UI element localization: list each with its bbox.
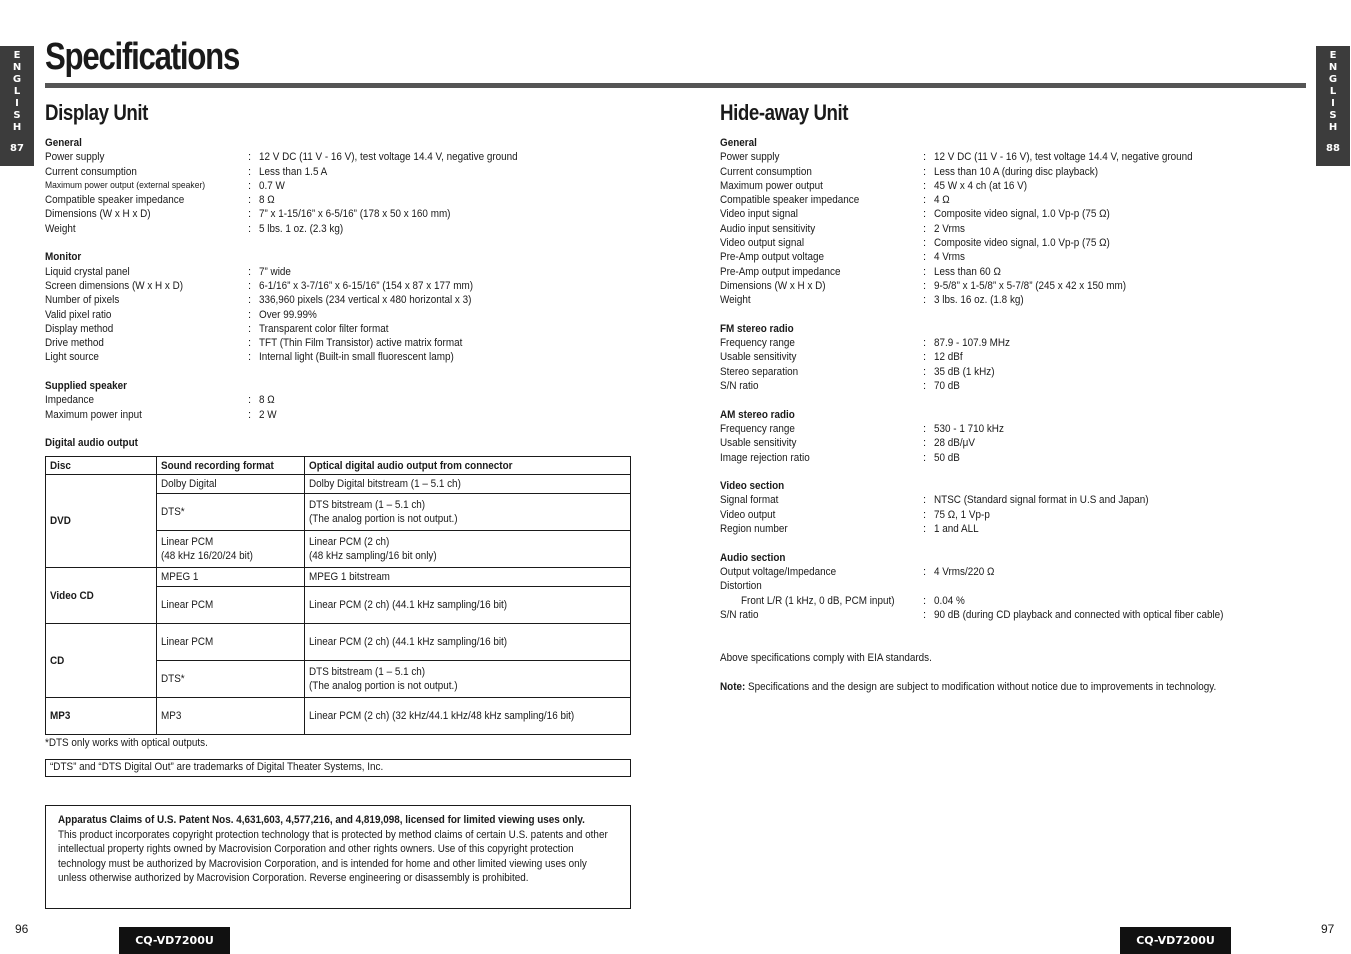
spec-row (45, 293, 635, 307)
spec-label: Frequency range (720, 422, 795, 435)
spec-label: Number of pixels (45, 294, 120, 307)
tab-letter: E (13, 50, 21, 61)
colon: : (923, 222, 927, 235)
spec-row (45, 207, 635, 221)
output-cell (305, 624, 631, 661)
spec-row (45, 265, 635, 279)
patent-notice-box (45, 805, 631, 909)
spec-label: Maximum power input (45, 408, 142, 421)
output-text: (The analog portion is not output.) (309, 680, 458, 692)
colon: : (923, 508, 927, 521)
page-number-left: 96 (15, 922, 29, 936)
output-cell (305, 531, 631, 568)
colon: : (248, 194, 252, 207)
section-heading: General (45, 137, 82, 149)
colon: : (923, 179, 927, 192)
format-text: MPEG 1 (161, 571, 199, 583)
tab-letter: H (12, 122, 22, 133)
spec-row (720, 379, 1320, 393)
model-badge-left: CQ-VD7200U (119, 927, 230, 954)
disc-text: Video CD (50, 589, 94, 602)
digital-audio-table (45, 456, 631, 735)
tab-letter: E (1329, 50, 1337, 61)
spec-label: Image rejection ratio (720, 451, 810, 464)
spec-label: Stereo separation (720, 365, 799, 378)
spec-value: 530 - 1 710 kHz (934, 422, 1004, 435)
spec-label: Screen dimensions (W x H x D) (45, 279, 184, 292)
spec-value: 5 lbs. 1 oz. (2.3 kg) (259, 222, 344, 235)
section-heading: Supplied speaker (45, 380, 127, 393)
eia-compliance-text: Above specifications comply with EIA standards. (720, 652, 932, 664)
colon: : (923, 194, 927, 207)
spec-label: Front L/R (1 kHz, 0 dB, PCM input) (741, 594, 895, 607)
output-text: (48 kHz sampling/16 bit only) (309, 550, 437, 562)
spec-value: 3 lbs. 16 oz. (1.8 kg) (934, 294, 1024, 307)
format-cell (157, 661, 305, 698)
colon: : (923, 151, 927, 164)
section-heading: AM stereo radio (720, 408, 795, 421)
spec-row (720, 222, 1320, 236)
note-body: Specifications and the design are subject to modification without notice due to improvements in technology. (748, 681, 1217, 693)
format-cell (157, 531, 305, 568)
output-cell (305, 494, 631, 531)
spec-value: 7” x 1-15/16” x 6-5/16” (178 x 50 x 160 mm) (259, 208, 451, 221)
tab-letter: N (1328, 62, 1338, 73)
format-cell (157, 494, 305, 531)
spec-row (45, 336, 635, 350)
colon: : (923, 494, 927, 507)
spacer (45, 422, 635, 436)
spec-label: Compatible speaker impedance (720, 194, 860, 207)
table-row (46, 698, 631, 735)
tab-letter: L (1329, 86, 1337, 97)
spec-row (720, 150, 1320, 164)
spacer (720, 393, 1320, 407)
spec-value: 4 Vrms (934, 251, 965, 264)
spec-label: Pre-Amp output voltage (720, 251, 825, 264)
spec-label: Compatible speaker impedance (45, 194, 185, 207)
patent-heading: Apparatus Claims of U.S. Patent Nos. 4,631,603, 4,577,216, and 4,819,098, licensed for limited viewing uses only. (58, 814, 585, 826)
output-text: Dolby Digital bitstream (1 – 5.1 ch) (309, 478, 461, 490)
output-text: DTS bitstream (1 – 5.1 ch) (309, 666, 426, 678)
output-cell (305, 698, 631, 735)
hideaway-unit-specs (720, 136, 1320, 622)
spec-label: Frequency range (720, 337, 795, 350)
patent-body: This product incorporates copyright protection technology that is protected by method claims of certain U.S. patents and other intellectual property rights owned by Macrovision Corporation and other rights owners. Use of this copyright protection technology must be authorized by Macrovision Corporation, and is intended for home and other limited viewing uses only unless otherwise authorized by Macrovision Corporation. Reverse engineering or disassembly is prohibited. (58, 828, 608, 884)
spec-label: Audio input sensitivity (720, 222, 816, 235)
colon: : (923, 294, 927, 307)
format-cell (157, 475, 305, 494)
colon: : (923, 351, 927, 364)
spec-row (45, 393, 635, 407)
column-header-text: Optical digital audio output from connector (309, 459, 513, 472)
spec-value: 336,960 pixels (234 vertical x 480 horizontal x 3) (259, 294, 472, 307)
spec-value: 2 Vrms (934, 222, 965, 235)
disc-text: MP3 (50, 710, 71, 722)
spec-label: Maximum power output (720, 179, 823, 192)
spacer (720, 465, 1320, 479)
format-text: Linear PCM (161, 536, 214, 548)
colon: : (923, 594, 927, 607)
spec-row (720, 179, 1320, 193)
spec-value: Internal light (Built-in small fluorescent lamp) (259, 351, 454, 364)
colon: : (923, 451, 927, 464)
spec-row (45, 279, 635, 293)
title-divider (45, 83, 1306, 88)
note-label: Note: (720, 681, 746, 693)
trademark-text: “DTS” and “DTS Digital Out” are trademarks of Digital Theater Systems, Inc. (50, 761, 384, 773)
colon: : (923, 422, 927, 435)
spec-row (720, 565, 1320, 579)
colon: : (248, 351, 252, 364)
output-cell (305, 661, 631, 698)
spec-label: S/N ratio (720, 608, 759, 621)
format-cell (157, 587, 305, 624)
colon: : (923, 279, 927, 292)
spec-row (720, 250, 1320, 264)
column-header-text: Sound recording format (161, 459, 274, 472)
colon: : (248, 265, 252, 278)
spec-value: 28 dB/μV (934, 437, 975, 450)
output-text: MPEG 1 bitstream (309, 571, 390, 583)
spec-row (45, 165, 635, 179)
section-heading: General (720, 137, 757, 149)
spec-value: Less than 60 Ω (934, 265, 1001, 278)
format-cell (157, 624, 305, 661)
spec-value: 12 V DC (11 V - 16 V), test voltage 14.4 V, negative ground (259, 151, 518, 164)
column-header (46, 457, 157, 475)
spec-label: Distortion (720, 580, 762, 593)
output-text: Linear PCM (2 ch) (44.1 kHz sampling/16 bit) (309, 636, 508, 648)
spec-row (720, 207, 1320, 221)
colon: : (923, 237, 927, 250)
table-row (46, 624, 631, 661)
colon: : (248, 151, 252, 164)
spacer (45, 236, 635, 250)
dts-footnote: *DTS only works with optical outputs. (45, 737, 208, 749)
section-heading: Audio section (720, 551, 786, 564)
display-unit-heading: Display Unit (45, 100, 148, 125)
output-text: Linear PCM (2 ch) (309, 536, 390, 548)
spec-row (720, 293, 1320, 307)
section-heading: Monitor (45, 251, 82, 264)
spec-label: Drive method (45, 337, 104, 350)
spec-value: 9-5/8” x 1-5/8” x 5-7/8” (245 x 42 x 150 mm) (934, 279, 1127, 292)
format-cell (157, 698, 305, 735)
output-cell (305, 587, 631, 624)
spec-row (720, 493, 1320, 507)
spec-row (720, 594, 1320, 608)
colon: : (923, 565, 927, 578)
spec-row (45, 193, 635, 207)
format-text: Linear PCM (161, 599, 214, 611)
tab-letter: G (1328, 74, 1338, 85)
spec-row (720, 193, 1320, 207)
hideaway-unit-heading: Hide-away Unit (720, 100, 849, 125)
tab-letter: L (13, 86, 21, 97)
tab-letter: I (15, 98, 19, 109)
spec-row (45, 179, 635, 193)
spec-row (720, 365, 1320, 379)
spec-label: Signal format (720, 494, 779, 507)
language-letters (0, 46, 34, 134)
disc-cell (46, 475, 157, 568)
spec-value: 75 Ω, 1 Vp-p (934, 508, 990, 521)
output-cell (305, 568, 631, 587)
disc-text: DVD (50, 515, 71, 527)
spec-label: Region number (720, 523, 788, 536)
section-heading: Digital audio output (45, 437, 138, 450)
spec-value: 70 dB (934, 380, 960, 393)
tab-letter: G (12, 74, 22, 85)
disc-cell (46, 698, 157, 735)
spec-row (720, 236, 1320, 250)
model-badge-right: CQ-VD7200U (1120, 927, 1231, 954)
disc-text: CD (50, 654, 65, 667)
output-text: Linear PCM (2 ch) (32 kHz/44.1 kHz/48 kHz sampling/16 bit) (309, 710, 575, 722)
colon: : (923, 165, 927, 178)
spec-value: 12 V DC (11 V - 16 V), test voltage 14.4 V, negative ground (934, 151, 1193, 164)
spec-value: Less than 10 A (during disc playback) (934, 165, 1099, 178)
tab-letter: I (1331, 98, 1335, 109)
language-tab-right (1316, 46, 1350, 166)
colon: : (248, 279, 252, 292)
spec-label: Current consumption (45, 165, 137, 178)
spec-label: Weight (720, 294, 751, 307)
spec-label: Current consumption (720, 165, 812, 178)
colon: : (248, 165, 252, 178)
tab-letter: N (12, 62, 22, 73)
spec-row (720, 608, 1320, 622)
colon: : (248, 308, 252, 321)
table-row (46, 568, 631, 587)
disc-cell (46, 624, 157, 698)
display-unit-specs (45, 136, 635, 451)
spec-label: Video output signal (720, 237, 805, 250)
spec-value: 8 Ω (259, 394, 275, 407)
tab-letter: S (13, 110, 21, 121)
column-header (157, 457, 305, 475)
colon: : (248, 179, 252, 192)
spec-row (45, 222, 635, 236)
format-text: DTS* (161, 673, 185, 685)
colon: : (923, 608, 927, 621)
format-text: (48 kHz 16/20/24 bit) (161, 550, 253, 562)
spec-label: Weight (45, 222, 76, 235)
spacer (720, 308, 1320, 322)
spec-value: 0.04 % (934, 594, 965, 607)
spec-row (45, 150, 635, 164)
table-header-row (46, 457, 631, 475)
spec-value: 1 and ALL (934, 523, 979, 536)
spec-value: 35 dB (1 kHz) (934, 365, 995, 378)
colon: : (248, 322, 252, 335)
spec-label: Usable sensitivity (720, 437, 797, 450)
colon: : (923, 365, 927, 378)
column-header-text: Disc (50, 459, 71, 472)
colon: : (248, 294, 252, 307)
spec-value: 4 Vrms/220 Ω (934, 565, 995, 578)
spec-value: 45 W x 4 ch (at 16 V) (934, 179, 1027, 192)
spec-value: 4 Ω (934, 194, 950, 207)
format-text: DTS* (161, 506, 185, 518)
spec-label: Usable sensitivity (720, 351, 797, 364)
spec-value: 8 Ω (259, 194, 275, 207)
spec-label: Output voltage/Impedance (720, 565, 837, 578)
spec-label: Liquid crystal panel (45, 265, 130, 278)
spec-value: Transparent color filter format (259, 322, 389, 335)
spec-row (720, 508, 1320, 522)
spec-value: Composite video signal, 1.0 Vp-p (75 Ω) (934, 208, 1110, 221)
output-text: Linear PCM (2 ch) (44.1 kHz sampling/16 bit) (309, 599, 508, 611)
spec-row (720, 436, 1320, 450)
spec-value: 12 dBf (934, 351, 963, 364)
spec-value: Over 99.99% (259, 308, 317, 321)
spec-row (720, 522, 1320, 536)
spec-row (720, 265, 1320, 279)
spec-row (720, 279, 1320, 293)
spec-row (720, 336, 1320, 350)
spec-label: Video input signal (720, 208, 798, 221)
spacer (45, 365, 635, 379)
disc-cell (46, 568, 157, 624)
spec-label: S/N ratio (720, 380, 759, 393)
spec-label: Dimensions (W x H x D) (720, 279, 826, 292)
spec-row (720, 422, 1320, 436)
table-row (46, 475, 631, 494)
column-header (305, 457, 631, 475)
spec-row (720, 165, 1320, 179)
section-heading: FM stereo radio (720, 322, 794, 335)
colon: : (923, 437, 927, 450)
spacer (720, 536, 1320, 550)
colon: : (248, 408, 252, 421)
format-text: Dolby Digital (161, 478, 217, 490)
output-text: (The analog portion is not output.) (309, 513, 458, 525)
tab-page-number: 87 (10, 143, 24, 154)
tab-letter: H (1328, 122, 1338, 133)
colon: : (248, 394, 252, 407)
page-number-right: 97 (1321, 922, 1335, 936)
section-heading: Video section (720, 480, 785, 493)
spec-value: 7” wide (259, 265, 291, 278)
spec-value: Composite video signal, 1.0 Vp-p (75 Ω) (934, 237, 1110, 250)
spec-label: Power supply (45, 151, 105, 164)
spec-row (45, 308, 635, 322)
spec-value: 87.9 - 107.9 MHz (934, 337, 1010, 350)
colon: : (923, 265, 927, 278)
colon: : (923, 523, 927, 536)
spec-value: TFT (Thin Film Transistor) active matrix format (259, 337, 463, 350)
note-text (720, 681, 1216, 693)
spec-row (45, 408, 635, 422)
spec-label: Power supply (720, 151, 780, 164)
spec-value: 0.7 W (259, 179, 285, 192)
format-text: MP3 (161, 710, 182, 722)
spec-label: Dimensions (W x H x D) (45, 208, 151, 221)
output-text: DTS bitstream (1 – 5.1 ch) (309, 499, 426, 511)
spec-value: 6-1/16” x 3-7/16” x 6-15/16” (154 x 87 x 177 mm) (259, 279, 474, 292)
colon: : (923, 380, 927, 393)
tab-letter: S (1329, 110, 1337, 121)
language-letters (1316, 46, 1350, 134)
spec-value: 2 W (259, 408, 277, 421)
colon: : (248, 208, 252, 221)
spec-row (720, 579, 1320, 593)
spec-row (45, 322, 635, 336)
spec-label: Maximum power output (external speaker) (45, 179, 206, 191)
spec-label: Video output (720, 508, 776, 521)
spec-value: 50 dB (934, 451, 960, 464)
trademark-box (45, 759, 631, 777)
spec-value: Less than 1.5 A (259, 165, 328, 178)
page-title: Specifications (45, 36, 240, 78)
spec-label: Impedance (45, 394, 94, 407)
tab-page-number: 88 (1326, 143, 1340, 154)
colon: : (923, 251, 927, 264)
spec-row (720, 350, 1320, 364)
colon: : (248, 337, 252, 350)
spec-label: Display method (45, 322, 114, 335)
spec-value: NTSC (Standard signal format in U.S and Japan) (934, 494, 1149, 507)
format-text: Linear PCM (161, 636, 214, 648)
spec-label: Light source (45, 351, 99, 364)
colon: : (923, 337, 927, 350)
spec-row (720, 451, 1320, 465)
colon: : (248, 222, 252, 235)
spec-row (45, 350, 635, 364)
colon: : (923, 208, 927, 221)
output-cell (305, 475, 631, 494)
spec-value: 90 dB (during CD playback and connected with optical fiber cable) (934, 608, 1224, 621)
spec-label: Valid pixel ratio (45, 308, 112, 321)
language-tab-left (0, 46, 34, 166)
format-cell (157, 568, 305, 587)
spec-label: Pre-Amp output impedance (720, 265, 841, 278)
